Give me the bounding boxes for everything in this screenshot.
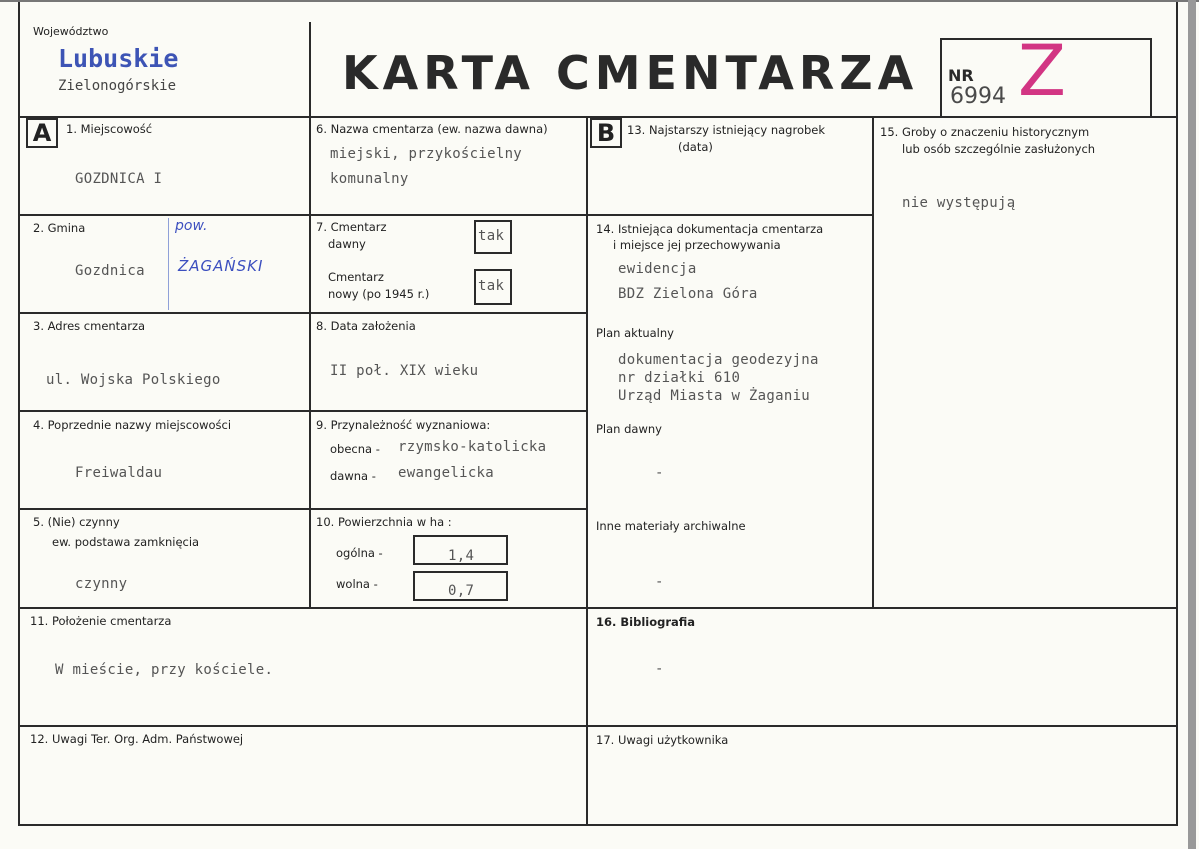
f14-value-1: ewidencja — [618, 261, 697, 277]
hline-1 — [18, 214, 588, 216]
nr-letter: Z — [1018, 30, 1066, 112]
f2-value: Gozdnica — [75, 263, 145, 279]
f3-label: 3. Adres cmentarza — [33, 319, 146, 333]
wojewodztwo-value: Lubuskie — [58, 44, 179, 73]
f15-label-2: lub osób szczególnie zasłużonych — [902, 142, 1096, 156]
f11-value: W mieście, przy kościele. — [55, 662, 274, 678]
f8-value: II poł. XIX wieku — [330, 363, 479, 379]
hline-5 — [18, 607, 1178, 609]
hline-1b — [586, 214, 874, 216]
hline-4 — [18, 508, 588, 510]
f5-label-1: 5. (Nie) czynny — [33, 515, 120, 529]
f14-other-value: - — [655, 574, 664, 590]
f4-value: Freiwaldau — [75, 465, 163, 481]
vline-col1 — [309, 116, 311, 609]
f4-label: 4. Poprzednie nazwy miejscowości — [33, 418, 232, 432]
f1-label: 1. Miejscowość — [66, 122, 153, 136]
f9-current-label: obecna - — [330, 442, 380, 456]
f10-free-label: wolna - — [336, 577, 378, 591]
f2-pow-value: ŻAGAŃSKI — [178, 257, 264, 275]
f14-plan-current-label: Plan aktualny — [596, 326, 674, 340]
top-edge — [0, 0, 1199, 2]
f6-value-1: miejski, przykościelny — [330, 146, 523, 162]
f14-other-label: Inne materiały archiwalne — [596, 519, 746, 533]
f14-plan-current-v3: Urząd Miasta w Żaganiu — [618, 388, 811, 404]
f14-plan-current-v2: nr działki 610 — [618, 370, 741, 386]
hline-6 — [18, 725, 1178, 727]
f5-value: czynny — [75, 576, 128, 592]
f15-label-1: 15. Groby o znaczeniu historycznym — [880, 125, 1090, 139]
f9-former-label: dawna - — [330, 469, 376, 483]
f9-former-value: ewangelicka — [398, 465, 495, 481]
f16-value: - — [655, 661, 664, 677]
nr-label: NR — [948, 66, 974, 85]
hline-3 — [18, 410, 588, 412]
f7-new-label-1: Cmentarz — [328, 270, 384, 284]
vline-col3 — [872, 116, 874, 609]
f13-label-2: (data) — [678, 140, 713, 154]
f2-pow-label: pow. — [175, 218, 208, 234]
header-vline — [309, 22, 311, 118]
f14-label-2: i miejsce jej przechowywania — [613, 238, 781, 252]
right-edge — [1188, 0, 1196, 849]
vline-col2 — [586, 116, 588, 826]
f15-value: nie występują — [902, 195, 1016, 211]
f10-free-value: 0,7 — [448, 583, 475, 599]
f8-label: 8. Data założenia — [316, 319, 416, 333]
f17-label: 17. Uwagi użytkownika — [596, 733, 729, 747]
f2-label: 2. Gmina — [33, 221, 86, 235]
f6-label: 6. Nazwa cmentarza (ew. nazwa dawna) — [316, 122, 548, 136]
f11-label: 11. Położenie cmentarza — [30, 614, 172, 628]
f7-old-label-1: 7. Cmentarz — [316, 220, 387, 234]
f14-plan-current-v1: dokumentacja geodezyjna — [618, 352, 819, 368]
f14-value-2: BDZ Zielona Góra — [618, 286, 758, 302]
f7-old-label-2: dawny — [328, 237, 366, 251]
f10-total-label: ogólna - — [336, 546, 383, 560]
wojewodztwo-old: Zielonogórskie — [58, 78, 177, 94]
f14-label-1: 14. Istniejąca dokumentacja cmentarza — [596, 222, 824, 236]
page-title: KARTA CMENTARZA — [342, 46, 919, 100]
nr-number: 6994 — [950, 84, 1006, 109]
f1-value: GOZDNICA I — [75, 171, 163, 187]
wojewodztwo-label: Województwo — [33, 25, 109, 38]
section-b-letter: B — [590, 118, 622, 148]
section-a-letter: A — [26, 118, 58, 148]
f6-value-2: komunalny — [330, 171, 409, 187]
f3-value: ul. Wojska Polskiego — [46, 372, 221, 388]
f10-total-value: 1,4 — [448, 548, 475, 564]
f10-label: 10. Powierzchnia w ha : — [316, 515, 452, 529]
f5-label-2: ew. podstawa zamknięcia — [52, 535, 200, 549]
f16-label: 16. Bibliografia — [596, 615, 696, 629]
f7-old-value: tak — [478, 228, 505, 244]
f9-current-value: rzymsko-katolicka — [398, 439, 547, 455]
f7-new-label-2: nowy (po 1945 r.) — [328, 287, 430, 301]
f13-label-1: 13. Najstarszy istniejący nagrobek — [627, 123, 826, 137]
f2-pow-divider — [168, 218, 169, 310]
f9-label: 9. Przynależność wyznaniowa: — [316, 418, 491, 432]
f12-label: 12. Uwagi Ter. Org. Adm. Państwowej — [30, 732, 244, 746]
hline-2 — [18, 312, 588, 314]
f14-plan-old-value: - — [655, 465, 664, 481]
f7-new-value: tak — [478, 278, 505, 294]
f14-plan-old-label: Plan dawny — [596, 422, 662, 436]
